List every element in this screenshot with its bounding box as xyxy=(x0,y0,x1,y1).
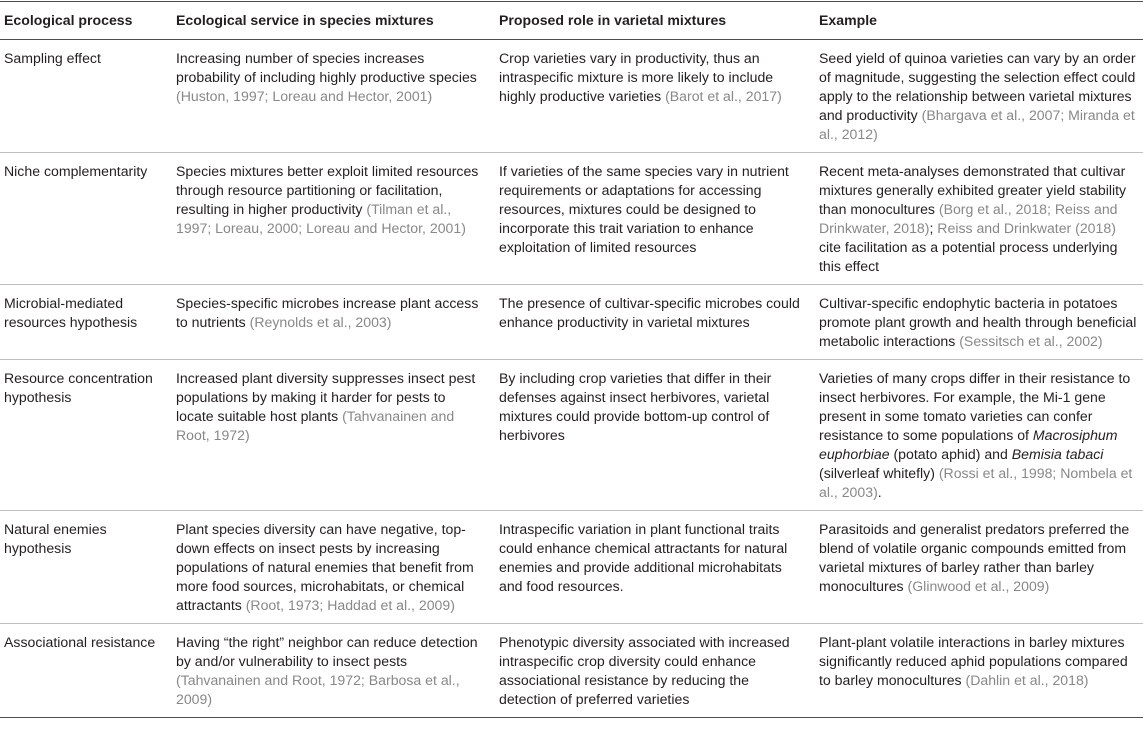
cell-ecological-service xyxy=(170,360,493,511)
table-row xyxy=(0,360,1143,511)
header-example: Example xyxy=(813,2,1143,40)
table-row xyxy=(0,511,1143,624)
cell-ecological-process: Associational resistance xyxy=(0,624,170,718)
citation: (Rossi et al., 1998; Nombela et al., 2003) xyxy=(819,465,1133,500)
citation: (Glinwood et al., 2009) xyxy=(907,578,1050,594)
header-ecological-process: Ecological process xyxy=(0,2,170,40)
cell-example xyxy=(813,511,1143,624)
cell-ecological-process: Microbial-mediated resources hypothesis xyxy=(0,285,170,360)
ecological-process-table xyxy=(0,1,1143,718)
header-proposed-role: Proposed role in varietal mixtures xyxy=(493,2,813,40)
cell-text: Cultivar-specific endophytic bacteria in potatoes promote plant growth and health through beneficial metabolic interactions xyxy=(819,295,1137,349)
cell-text: . xyxy=(877,484,882,500)
cell-text: Phenotypic diversity associated with increased intraspecific crop diversity could enhance associational resistance by reducing the detection of preferred varieties xyxy=(499,634,790,707)
cell-text: Increasing number of species increases probability of including highly productive species xyxy=(176,50,477,85)
cell-ecological-service xyxy=(170,153,493,285)
cell-text: ; xyxy=(929,220,938,236)
cell-example xyxy=(813,360,1143,511)
cell-ecological-service xyxy=(170,40,493,153)
cell-text: cite facilitation as a potential process underlying this effect xyxy=(819,239,1118,274)
cell-ecological-process: Niche complementarity xyxy=(0,153,170,285)
cell-ecological-process: Natural enemies hypothesis xyxy=(0,511,170,624)
cell-ecological-service xyxy=(170,624,493,718)
cell-ecological-service xyxy=(170,285,493,360)
cell-text: Seed yield of quinoa varieties can vary by an order of magnitude, suggesting the selection effect could apply to the relationship between varietal mixtures and productivity xyxy=(819,50,1136,123)
table-row xyxy=(0,153,1143,285)
citation: (Tahvanainen and Root, 1972; Barbosa et al., 2009) xyxy=(176,672,460,707)
cell-example xyxy=(813,624,1143,718)
citation: (Huston, 1997; Loreau and Hector, 2001) xyxy=(176,88,433,104)
cell-text: Varieties of many crops differ in their resistance to insect herbivores. For example, the Mi-1 gene present in some tomato varieties can confer resistance to some populations of xyxy=(819,370,1131,443)
cell-text: Plant species diversity can have negative, top-down effects on insect pests by increasing populations of natural enemies that benefit from more food sources, microhabitats, or chemical attractants xyxy=(176,521,474,613)
cell-proposed-role xyxy=(493,511,813,624)
cell-text: Crop varieties vary in productivity, thus an intraspecific mixture is more likely to include highly productive varieties xyxy=(499,50,774,104)
table-row xyxy=(0,285,1143,360)
cell-proposed-role xyxy=(493,285,813,360)
cell-text: Plant-plant volatile interactions in barley mixtures significantly reduced aphid populations compared to barley monocultures xyxy=(819,634,1128,688)
citation: (Barot et al., 2017) xyxy=(665,88,782,104)
cell-text: If varieties of the same species vary in nutrient requirements or adaptations for accessing resources, mixtures could be designed to incorporate this trait variation to enhance exploitation of limited resources xyxy=(499,163,789,255)
citation: Reiss and Drinkwater (2018) xyxy=(937,220,1116,236)
citation: (Sessitsch et al., 2002) xyxy=(959,333,1103,349)
cell-text: Intraspecific variation in plant functional traits could enhance chemical attractants for natural enemies and provide additional microhabitats and food resources. xyxy=(499,521,788,594)
cell-text: Increased plant diversity suppresses insect pest populations by making it harder for pests to locate suitable host plants xyxy=(176,370,476,424)
header-row xyxy=(0,2,1143,40)
cell-example xyxy=(813,153,1143,285)
citation: (Bhargava et al., 2007; Miranda et al., 2012) xyxy=(819,107,1135,142)
header-ecological-service: Ecological service in species mixtures xyxy=(170,2,493,40)
cell-text: Having “the right” neighbor can reduce detection by and/or vulnerability to insect pests xyxy=(176,634,478,669)
cell-text: (silverleaf whitefly) xyxy=(819,465,939,481)
species-name: Bemisia tabaci xyxy=(1011,446,1104,462)
cell-example xyxy=(813,40,1143,153)
citation: (Tilman et al., 1997; Loreau, 2000; Loreau and Hector, 2001) xyxy=(176,201,466,236)
citation: (Borg et al., 2018; Reiss and Drinkwater, 2018) xyxy=(819,201,1118,236)
table-row xyxy=(0,40,1143,153)
cell-text: Species mixtures better exploit limited resources through resource partitioning or facilitation, resulting in higher productivity xyxy=(176,163,479,217)
cell-proposed-role xyxy=(493,40,813,153)
cell-example xyxy=(813,285,1143,360)
citation: (Dahlin et al., 2018) xyxy=(965,672,1089,688)
cell-text: The presence of cultivar-specific microbes could enhance productivity in varietal mixtures xyxy=(499,295,800,330)
cell-text: Recent meta-analyses demonstrated that cultivar mixtures generally exhibited greater yield stability than monocultures xyxy=(819,163,1127,217)
cell-text: (potato aphid) and xyxy=(889,446,1012,462)
table-body xyxy=(0,40,1143,718)
table-row xyxy=(0,624,1143,718)
cell-text: By including crop varieties that differ in their defenses against insect herbivores, varietal mixtures could provide bottom-up control of herbivores xyxy=(499,370,772,443)
cell-ecological-process: Sampling effect xyxy=(0,40,170,153)
table-header xyxy=(0,2,1143,40)
cell-proposed-role xyxy=(493,153,813,285)
citation: (Tahvanainen and Root, 1972) xyxy=(176,408,455,443)
citation: (Reynolds et al., 2003) xyxy=(249,314,392,330)
species-name: Macrosiphum euphorbiae xyxy=(819,427,1118,462)
cell-ecological-process: Resource concentration hypothesis xyxy=(0,360,170,511)
cell-text: Parasitoids and generalist predators preferred the blend of volatile organic compounds emitted from varietal mixtures of barley rather than barley monocultures xyxy=(819,521,1130,594)
citation: (Root, 1973; Haddad et al., 2009) xyxy=(245,597,455,613)
cell-proposed-role xyxy=(493,624,813,718)
cell-text: Species-specific microbes increase plant access to nutrients xyxy=(176,295,479,330)
cell-proposed-role xyxy=(493,360,813,511)
cell-ecological-service xyxy=(170,511,493,624)
